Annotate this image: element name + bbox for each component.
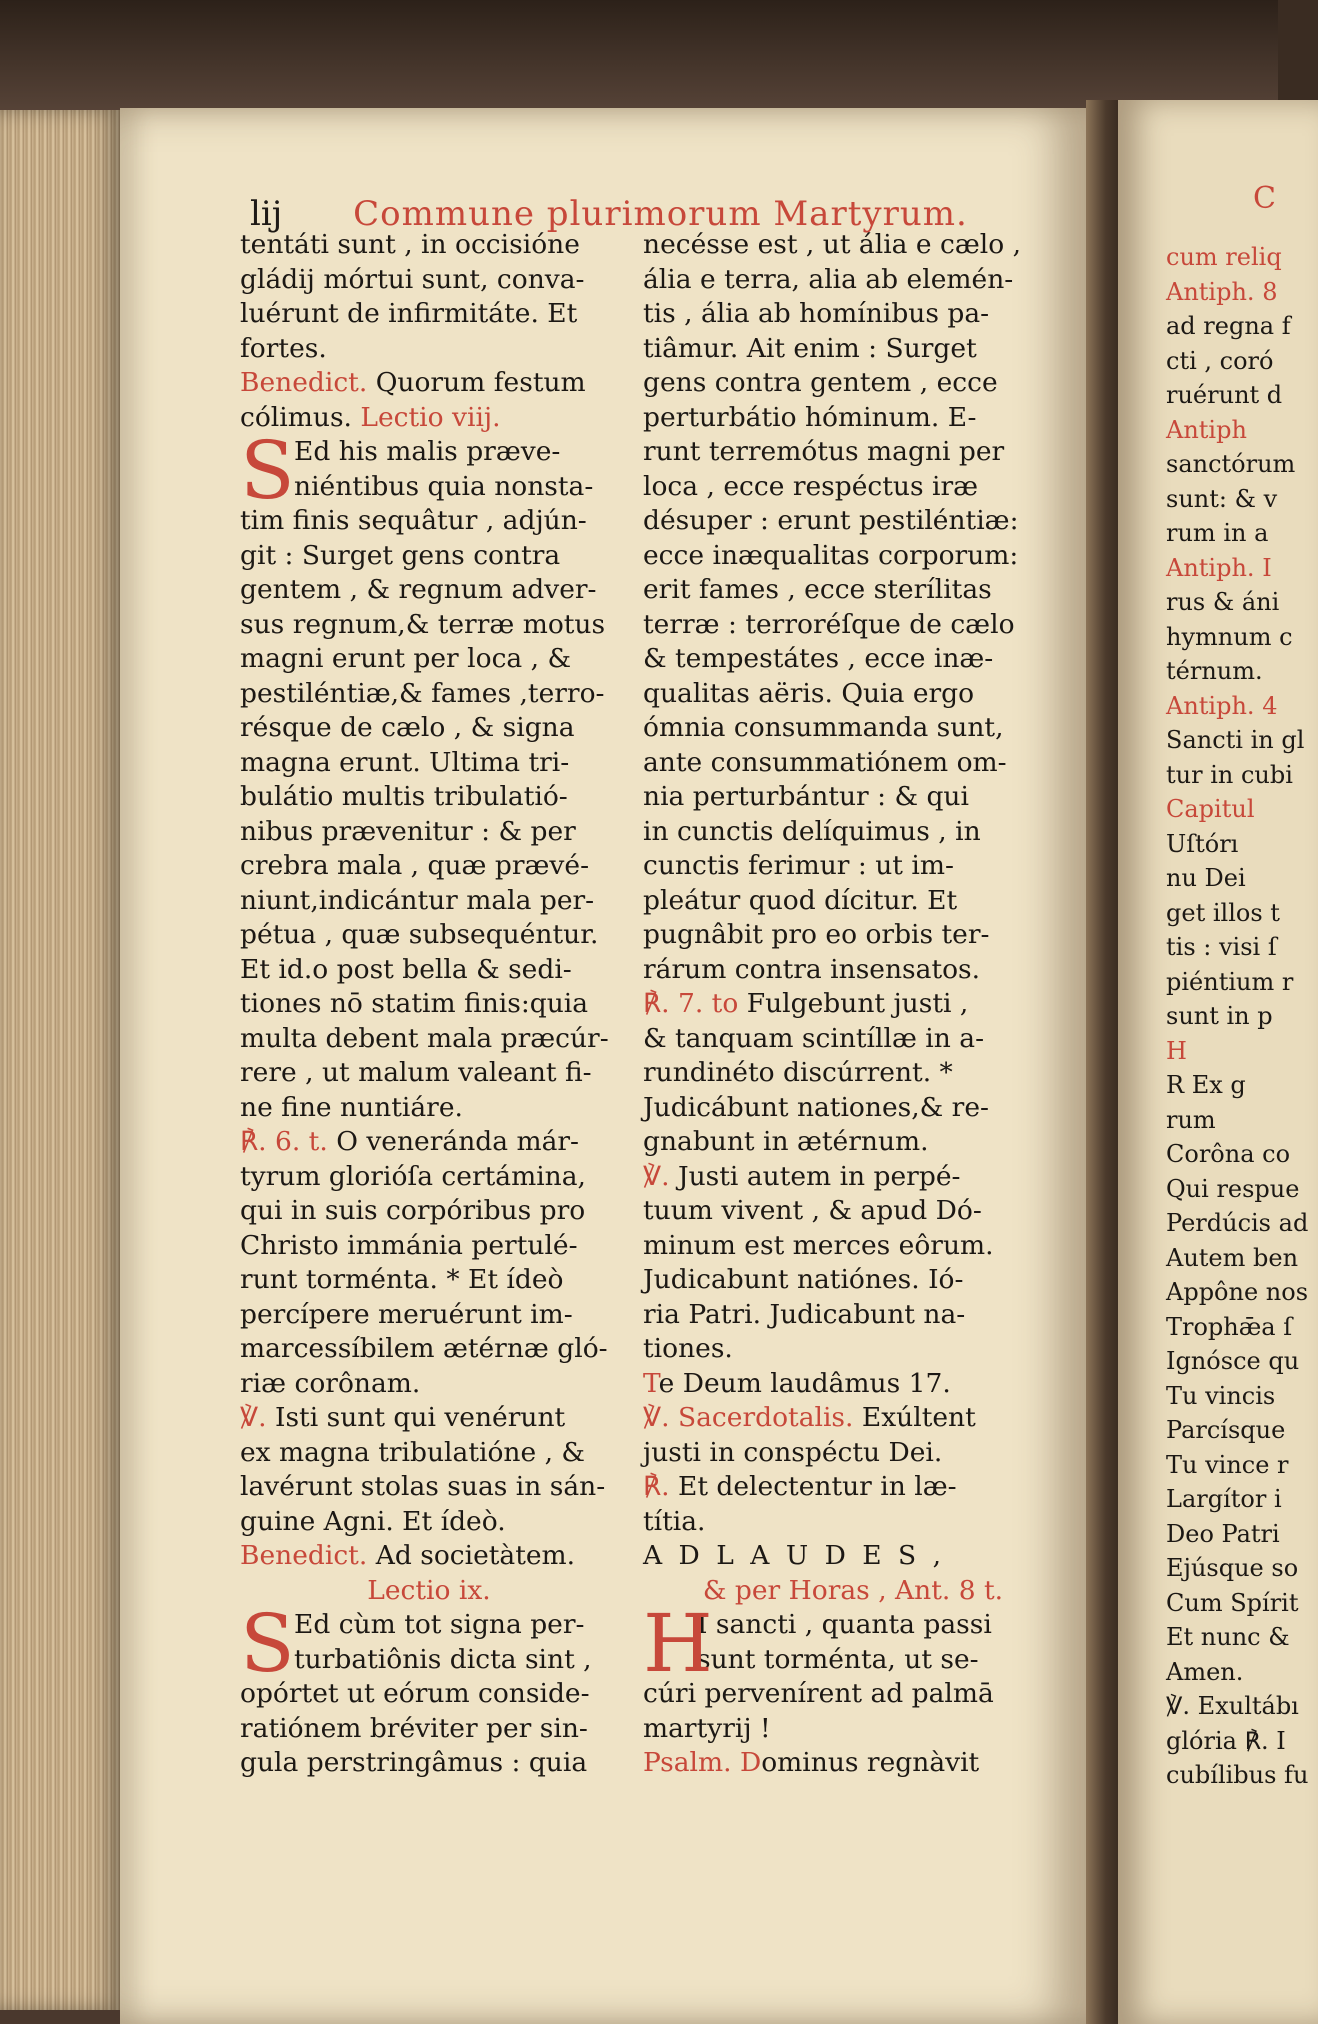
text-line: sunt in p	[1166, 1002, 1273, 1030]
text-line: tiones nō statim finis:quia	[240, 988, 589, 1019]
text-line: fortes.	[240, 332, 327, 364]
text-line: riæ corônam.	[240, 1367, 421, 1399]
text-line: Ed his malis præve- S	[240, 424, 561, 517]
rubric: ℣.	[240, 1402, 267, 1433]
text-line: térnum.	[1166, 657, 1263, 685]
drop-cap: S	[240, 424, 295, 517]
text-line: ália e terra, alia ab elemén-	[643, 263, 1014, 295]
text-line: ℣. Sacerdotalis. Exúltent	[643, 1402, 976, 1433]
text-line: rus & áni	[1166, 588, 1280, 616]
text-line: Ejúsque so	[1166, 1554, 1299, 1582]
text-line: percípere meruérunt im-	[240, 1298, 573, 1330]
text-line: tur in cubi	[1166, 760, 1293, 789]
text-line: runt terremótus magni per	[643, 436, 1005, 467]
text-line: nibus prævenitur : & per	[240, 815, 576, 847]
text-line: tis , ália ab homínibus pa-	[643, 298, 990, 329]
text-line: ℣. Isti sunt qui venérunt	[240, 1402, 566, 1433]
text-line: lavérunt stolas suas in sán-	[240, 1471, 606, 1502]
text-line: títia.	[643, 1505, 706, 1537]
text-line: sus regnum,& terræ motus	[240, 608, 606, 640]
corner-letter: C	[1253, 181, 1276, 216]
text-line: magni erunt per loca , &	[240, 643, 572, 674]
text-line: I sancti , quanta passi H	[643, 1597, 992, 1690]
text-line: Ignósce qu	[1166, 1347, 1300, 1375]
text-line: piéntium r	[1166, 967, 1294, 996]
text-line: ℟. 7. to Fulgebunt justi ,	[643, 988, 969, 1019]
rubric: ℣. Sacerdotalis.	[643, 1402, 854, 1433]
text-line: ecce inæqualitas corporum:	[643, 539, 1019, 571]
rubric: Lectio viij.	[360, 401, 501, 433]
text-line: Sancti in gl	[1166, 726, 1305, 754]
text-line: runt torménta. * Et ídeò	[240, 1264, 564, 1295]
text-line: Benedict. Quorum festum	[240, 367, 586, 398]
text-line: Christo immánia pertulé-	[240, 1229, 578, 1261]
rubric: Psalm. D	[643, 1747, 762, 1778]
text-line: guine Agni. Et ídeò.	[240, 1505, 506, 1537]
text-line: Tu vincis	[1166, 1381, 1276, 1410]
text-line: get illos t	[1166, 898, 1280, 927]
rubric: ℟.	[643, 1471, 670, 1502]
text-line: Corôna co	[1166, 1140, 1291, 1168]
rubric: Benedict.	[240, 1540, 368, 1571]
text-line: Deo Patri	[1166, 1519, 1280, 1548]
text-line: ℣. Justi autem in perpé-	[643, 1160, 961, 1192]
text-line: ante consummatiónem om-	[643, 746, 1007, 778]
text-line: Autem ben	[1166, 1243, 1299, 1272]
text-line: Largítor i	[1166, 1485, 1282, 1513]
text-line: minum est merces eôrum.	[643, 1229, 994, 1261]
text-line: tentáti sunt , in occisióne	[240, 229, 580, 260]
text-line: & tanquam scintíllæ in a-	[643, 1022, 985, 1054]
text-line: & tempestátes , ecce inæ-	[643, 643, 994, 674]
text-line: Appône nos	[1166, 1278, 1309, 1306]
text-line: Te Deum laudâmus 17.	[643, 1367, 951, 1399]
text-line: Antiph. 4	[1166, 691, 1278, 720]
text-line: tis : visi ſ	[1166, 933, 1277, 961]
text-line: H	[1166, 1036, 1187, 1065]
text-line: Et id.o post bella & sedi-	[240, 953, 572, 985]
text-line: résque de cælo , & signa	[240, 712, 575, 743]
text-line: cólimus. Lectio viij.	[240, 401, 501, 433]
text-line: Trophǣa ſ	[1166, 1312, 1293, 1341]
text-line: cúri pervenírent ad palmā	[643, 1678, 994, 1709]
text-line: gládij mórtui sunt, conva-	[240, 263, 585, 295]
text-line: martyrij !	[643, 1712, 771, 1744]
text-line: sunt: & v	[1166, 484, 1278, 513]
text-line: désuper : erunt pestiléntiæ:	[643, 505, 1019, 536]
text-line: bulátio multis tribulatió-	[240, 781, 568, 812]
text-line: & per Horas , Ant. 8 t.	[702, 1574, 1004, 1606]
text-line: git : Surget gens contra	[240, 539, 561, 571]
text-line: erit fames , ecce sterílitas	[643, 574, 992, 605]
rubric: T	[643, 1367, 659, 1399]
text-line: ℟. 6. t. O veneránda már-	[240, 1126, 580, 1157]
text-line: ex magna tribulatióne , &	[240, 1436, 586, 1468]
text-line: Judicabunt natiónes. Ió-	[643, 1264, 964, 1295]
text-line: sanctórum	[1166, 450, 1296, 478]
text-line: sunt torménta, ut se-	[697, 1643, 979, 1675]
text-line: tim finis sequâtur , adjún-	[240, 505, 587, 536]
text-line: nu Dei	[1166, 864, 1246, 892]
text-line: tiones.	[643, 1333, 733, 1364]
text-line: R Ex g	[1166, 1071, 1246, 1099]
text-line: ria Patri. Judicabunt na-	[643, 1298, 966, 1330]
text-line: ómnia consummanda sunt,	[643, 712, 1004, 743]
text-line: perturbátio hóminum. E-	[643, 401, 977, 433]
text-line: pestiléntiæ,& fames ,terro-	[240, 677, 605, 709]
text-line: Benedict. Ad societàtem.	[240, 1540, 576, 1571]
text-line: rundinéto discúrrent. *	[643, 1057, 953, 1088]
text-line: pleátur quod dícitur. Et	[643, 884, 958, 916]
running-title: Commune plurimorum Martyrum.	[353, 194, 968, 234]
text-line: ne fine nuntiáre.	[240, 1091, 463, 1123]
text-line: Parcísque	[1166, 1416, 1286, 1444]
drop-cap: S	[240, 1597, 295, 1690]
text-line: hymnum c	[1166, 622, 1293, 651]
text-line: qui in suis corpóribus pro	[240, 1195, 586, 1226]
text-line: gentem , & regnum adver-	[240, 574, 597, 605]
text-line: necésse est , ut ália e cælo ,	[643, 229, 1022, 260]
text-line: crebra mala , quæ prævé-	[240, 850, 590, 881]
rubric: ℟. 7. to	[643, 988, 739, 1019]
text-line: tyrum glorióſa certámina,	[240, 1160, 586, 1192]
text-line: luérunt de infirmitáte. Et	[240, 298, 578, 329]
text-line: Tu vince r	[1166, 1450, 1289, 1479]
text-line: Ed cùm tot signa per- S	[240, 1597, 585, 1690]
text-line: marcessíbilem ætérnæ gló-	[240, 1333, 608, 1364]
text-line: Judicábunt nationes,& re-	[643, 1091, 989, 1123]
text-line: tuum vivent , & apud Dó-	[643, 1195, 982, 1226]
text-line: cunctis ferimur : ut im-	[643, 850, 954, 881]
text-line: pétua , quæ subsequéntur.	[240, 919, 599, 950]
text-line: Antiph. 8	[1166, 277, 1278, 306]
text-line: niéntibus quia nonsta-	[294, 470, 594, 502]
text-line: Lectio ix.	[367, 1574, 491, 1606]
text-line: Psalm. Dominus regnàvit	[643, 1747, 980, 1778]
facing-page-text	[1166, 181, 1309, 1940]
text-line: rere , ut malum valeant fi-	[240, 1057, 592, 1088]
text-line: cti , coró	[1166, 346, 1274, 375]
text-line: gens contra gentem , ecce	[643, 367, 998, 398]
text-column-right	[643, 228, 1063, 1928]
text-line: rum	[1166, 1105, 1216, 1134]
text-line: pugnâbit pro eo orbis ter-	[643, 919, 990, 950]
rubric: ℣.	[643, 1160, 670, 1192]
text-line: Cum Spírit	[1166, 1588, 1299, 1617]
text-column-left	[240, 228, 618, 1928]
text-line: in cunctis delíquimus , in	[643, 815, 981, 847]
text-line: Capitul	[1166, 795, 1255, 823]
text-line: Qui respue	[1166, 1174, 1300, 1203]
rubric: ℟. 6. t.	[240, 1126, 328, 1157]
text-line: Amen.	[1166, 1657, 1244, 1686]
text-line: Uſtórı	[1166, 829, 1239, 858]
text-line: Perdúcis ad	[1166, 1209, 1309, 1237]
text-line: niunt,indicántur mala per-	[240, 884, 595, 916]
text-line: turbatiônis dicta sint ,	[294, 1643, 592, 1675]
text-line: loca , ecce respéctus iræ	[643, 470, 979, 502]
rubric: Benedict.	[240, 367, 368, 398]
text-line: Antiph	[1166, 415, 1247, 444]
text-line: nia perturbántur : & qui	[643, 781, 969, 812]
text-line: ruérunt d	[1166, 381, 1283, 409]
text-line: qualitas aëris. Quia ergo	[643, 677, 975, 709]
text-line: ℟. Et delectentur in læ-	[643, 1471, 957, 1502]
text-line: cubílibus fu	[1166, 1761, 1309, 1789]
text-line: gula perstringâmus : quia	[240, 1747, 588, 1778]
text-line: terræ : terroréſque de cælo	[643, 608, 1015, 640]
text-line: glória ℟. I	[1166, 1726, 1286, 1755]
text-line: magna erunt. Ultima tri-	[240, 746, 570, 778]
text-line: tiâmur. Ait enim : Surget	[643, 332, 977, 364]
page-edges	[0, 110, 120, 2010]
text-line: A D L A U D E S ,	[643, 1540, 946, 1571]
text-line: opórtet ut eórum conside-	[240, 1678, 590, 1709]
text-line: cum reliq	[1166, 243, 1282, 271]
text-line: ratiónem bréviter per sin-	[240, 1712, 588, 1744]
text-line: rum in a	[1166, 519, 1269, 547]
text-line: ℣. Exultábı	[1166, 1692, 1299, 1720]
text-line: Et nunc &	[1166, 1623, 1290, 1651]
text-line: gnabunt in ætérnum.	[643, 1126, 929, 1157]
drop-cap: H	[643, 1597, 713, 1690]
text-line: justi in conspéctu Dei.	[643, 1436, 943, 1468]
text-line: rárum contra insensatos.	[643, 953, 981, 985]
text-line: multa debent mala præcúr-	[240, 1022, 609, 1054]
text-line: ad regna f	[1166, 312, 1291, 340]
text-line: Antiph. I	[1166, 553, 1272, 582]
page-number: lij	[250, 194, 283, 234]
